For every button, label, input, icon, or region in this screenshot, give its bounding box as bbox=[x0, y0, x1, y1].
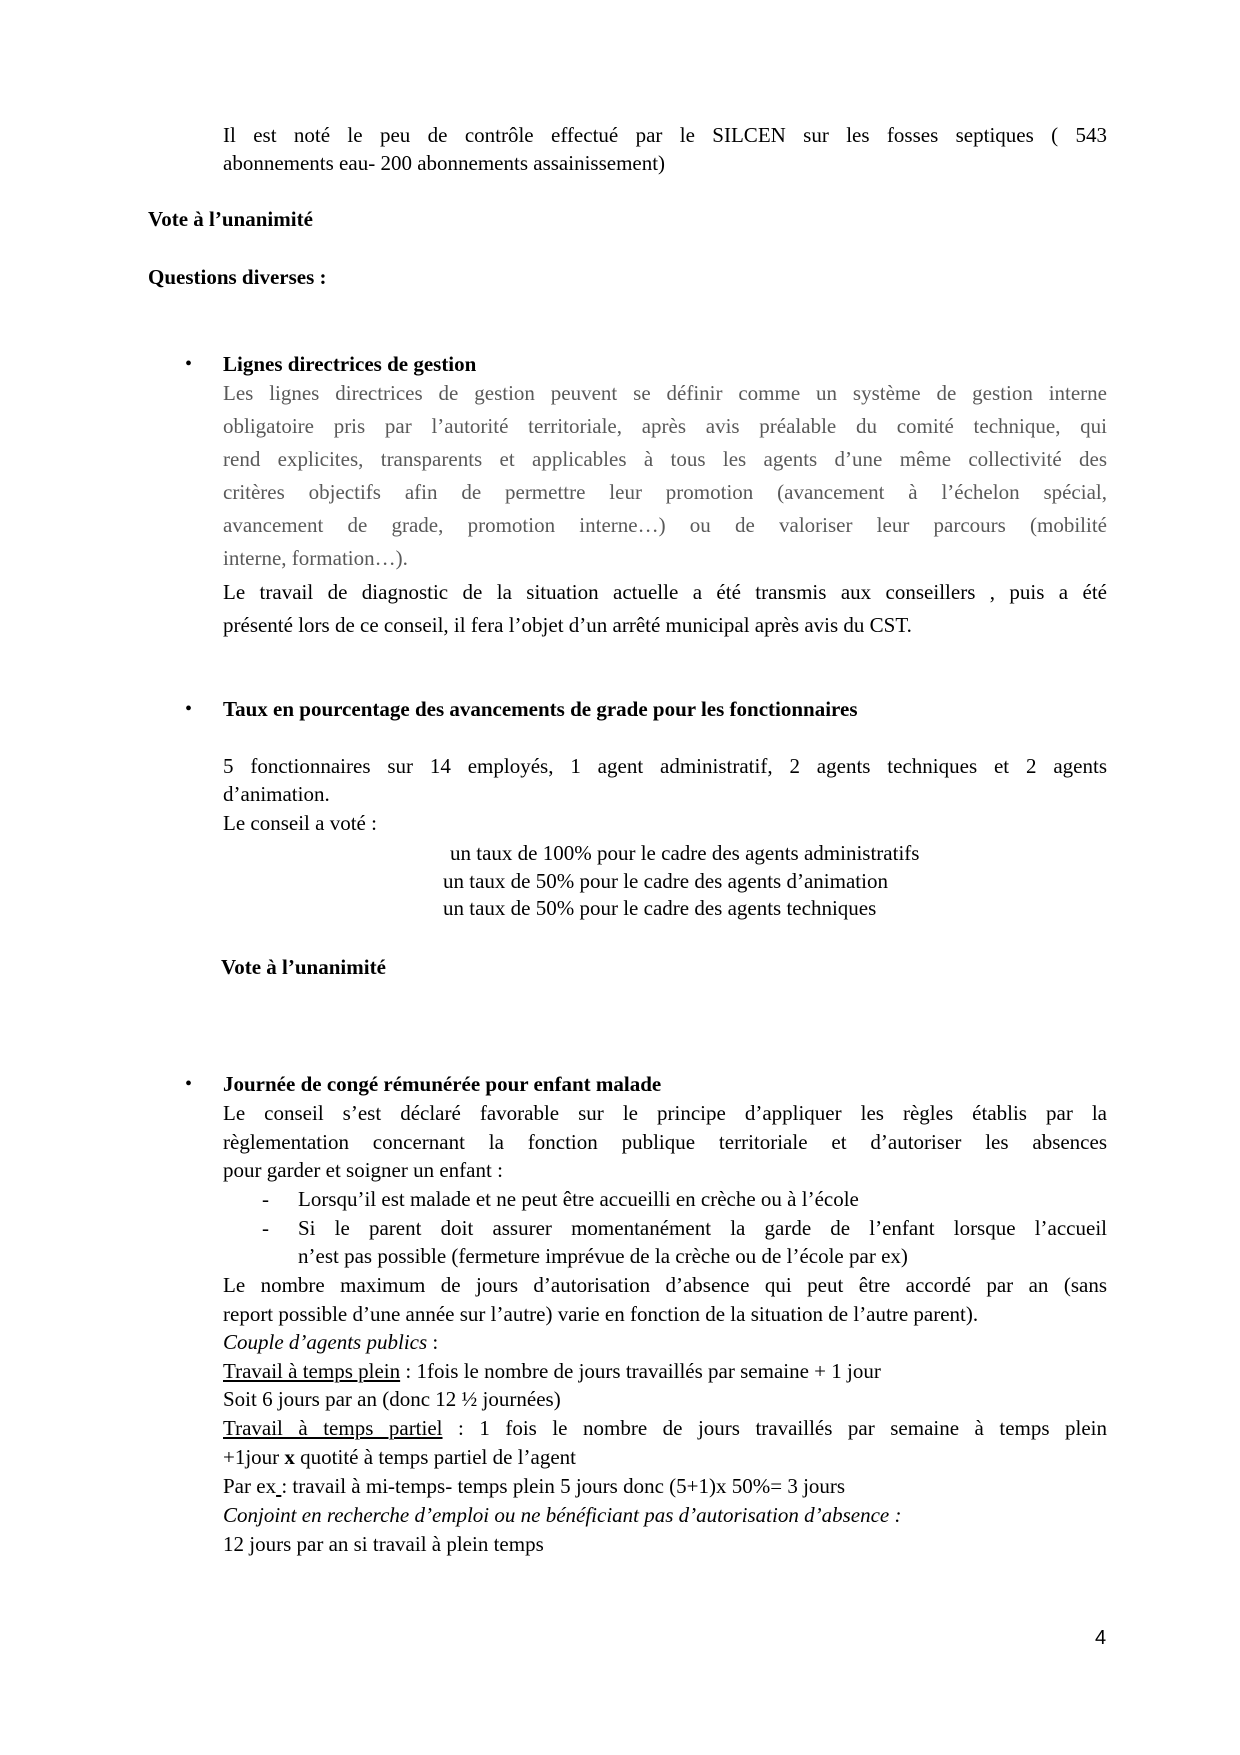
paragraph-line: critères objectifs afin de permettre leur promotion (avancement à l’échelon spécial, bbox=[223, 480, 1107, 504]
rate-line-administratifs: un taux de 100% pour le cadre des agents administratifs bbox=[450, 841, 920, 865]
part-time-line bbox=[223, 1414, 1107, 1442]
part-time-label: Travail à temps partiel bbox=[223, 1416, 443, 1440]
paragraph-line: 5 fonctionnaires sur 14 employés, 1 agent administratif, 2 agents techniques et 2 agents bbox=[223, 754, 1107, 778]
couple-heading bbox=[223, 1328, 438, 1356]
item-title-taux-avancement: Taux en pourcentage des avancements de grade pour les fonctionnaires bbox=[223, 697, 858, 721]
dash-bullet-icon: - bbox=[262, 1216, 269, 1240]
full-time-text: : 1fois le nombre de jours travaillés par semaine + 1 jour bbox=[400, 1359, 881, 1383]
part-time-line-2-a: +1jour bbox=[223, 1445, 285, 1469]
bullet-icon: • bbox=[185, 698, 193, 720]
vote-result: Vote à l’unanimité bbox=[221, 955, 386, 979]
dash-bullet-icon: - bbox=[262, 1187, 269, 1211]
paragraph-line: interne, formation…). bbox=[223, 546, 408, 570]
paragraph-line: présenté lors de ce conseil, il fera l’objet d’un arrêté municipal après avis du CST. bbox=[223, 613, 912, 637]
example-label: Par ex bbox=[223, 1474, 277, 1498]
multiply-sign: x bbox=[284, 1445, 295, 1469]
paragraph-line: d’animation. bbox=[223, 782, 330, 806]
spouse-text: 12 jours par an si travail à plein temps bbox=[223, 1532, 544, 1556]
section-heading-questions: Questions diverses : bbox=[148, 265, 327, 289]
full-time-line bbox=[223, 1357, 881, 1385]
part-time-line-2 bbox=[223, 1443, 576, 1471]
couple-heading-colon: : bbox=[427, 1330, 439, 1354]
part-time-text: : 1 fois le nombre de jours travaillés par semaine à temps plein bbox=[442, 1416, 1108, 1440]
paragraph-line: rend explicites, transparents et applicables à tous les agents d’une même collectivité des bbox=[223, 447, 1107, 471]
bullet-icon: • bbox=[185, 353, 193, 375]
intro-line-1: Il est noté le peu de contrôle effectué par le SILCEN sur les fosses septiques ( 543 bbox=[223, 123, 1107, 147]
paragraph-line: Le conseil a voté : bbox=[223, 811, 377, 835]
sub-item: Lorsqu’il est malade et ne peut être accueilli en crèche ou à l’école bbox=[298, 1187, 859, 1211]
item-title-conge-enfant-malade: Journée de congé rémunérée pour enfant malade bbox=[223, 1072, 662, 1096]
couple-heading-text: Couple d’agents publics bbox=[223, 1330, 428, 1354]
sub-item-continuation: n’est pas possible (fermeture imprévue de la crèche ou de l’école par ex) bbox=[298, 1244, 908, 1268]
example-line bbox=[223, 1472, 845, 1500]
paragraph-line: pour garder et soigner un enfant : bbox=[223, 1158, 503, 1182]
rate-line-techniques: un taux de 50% pour le cadre des agents techniques bbox=[443, 896, 877, 920]
full-time-label: Travail à temps plein bbox=[223, 1359, 401, 1383]
bullet-icon: • bbox=[185, 1073, 193, 1095]
full-time-result: Soit 6 jours par an (donc 12 ½ journées) bbox=[223, 1387, 561, 1411]
vote-result: Vote à l’unanimité bbox=[148, 207, 313, 231]
paragraph-line: avancement de grade, promotion interne…) ou de valoriser leur parcours (mobilité bbox=[223, 513, 1107, 537]
paragraph-line: report possible d’une année sur l’autre) varie en fonction de la situation de l’autre parent). bbox=[223, 1302, 979, 1326]
spouse-heading: Conjoint en recherche d’emploi ou ne bénéficiant pas d’autorisation d’absence : bbox=[223, 1503, 902, 1527]
intro-line-2: abonnements eau- 200 abonnements assainissement) bbox=[223, 151, 666, 175]
sub-item: Si le parent doit assurer momentanément la garde de l’enfant lorsque l’accueil bbox=[298, 1216, 1107, 1240]
rate-line-animation: un taux de 50% pour le cadre des agents d’animation bbox=[443, 869, 888, 893]
paragraph-line: Les lignes directrices de gestion peuvent se définir comme un système de gestion interne bbox=[223, 381, 1107, 405]
paragraph-line: règlementation concernant la fonction publique territoriale et d’autoriser les absences bbox=[223, 1130, 1107, 1154]
part-time-line-2-b: quotité à temps partiel de l’agent bbox=[294, 1445, 576, 1469]
item-title-lignes-directrices: Lignes directrices de gestion bbox=[223, 352, 477, 376]
paragraph-line: Le travail de diagnostic de la situation actuelle a été transmis aux conseillers , puis a été bbox=[223, 580, 1107, 604]
example-text: : travail à mi-temps- temps plein 5 jours donc (5+1)x 50%= 3 jours bbox=[281, 1474, 846, 1498]
paragraph-line: obligatoire pris par l’autorité territoriale, après avis préalable du comité technique, qui bbox=[223, 414, 1107, 438]
paragraph-line: Le conseil s’est déclaré favorable sur le principe d’appliquer les règles établis par la bbox=[223, 1101, 1107, 1125]
page-number: 4 bbox=[1095, 1627, 1107, 1649]
paragraph-line: Le nombre maximum de jours d’autorisation d’absence qui peut être accordé par an (sans bbox=[223, 1273, 1107, 1297]
